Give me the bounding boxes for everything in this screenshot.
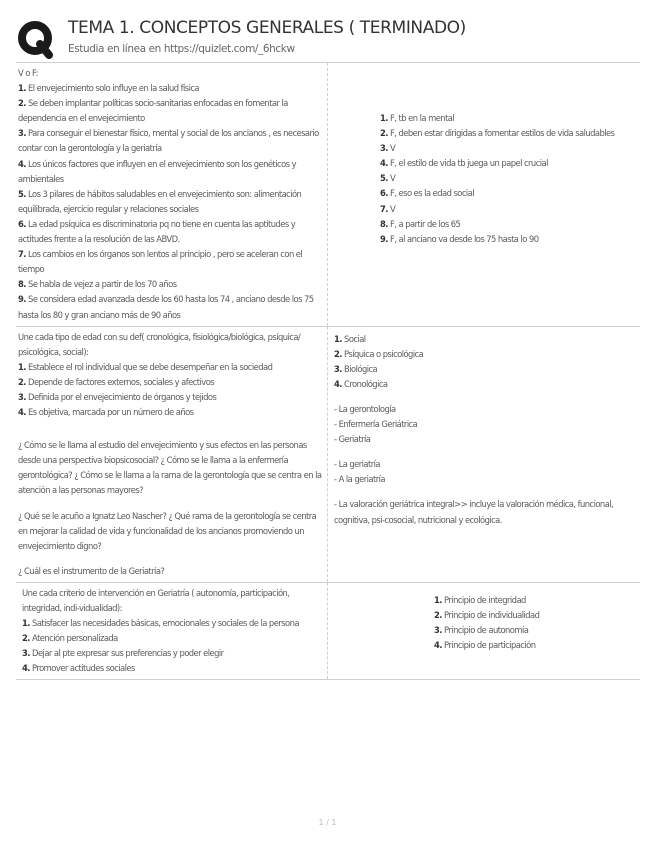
answer-text: - La geriatría [334, 459, 381, 470]
list-item: 1. Principio de integridad [434, 594, 526, 605]
answer-text: - Enfermería Geriátrica [334, 419, 418, 430]
list-item: 1. Social [334, 333, 366, 344]
answer-text: - La gerontología [334, 403, 396, 414]
list-item: 1. Satisfacer las necesidades básicas, emocionales y sociales de la persona [22, 618, 299, 629]
answer-text: - La valoración geriátrica integral>> incluye la valoración médica, funcional, cognitiva, psi-cosocial, nutricional y ecológica. [334, 499, 614, 525]
list-item: 2. F, deben estar dirigidas a fomentar estilos de vida saludables [380, 128, 615, 139]
question-text: ¿ Cuál es el instrumento de la Geriatría? [18, 565, 165, 576]
list-item: 3. V [380, 143, 396, 154]
list-item: 8. Se habla de vejez a partir de los 70 años [18, 279, 177, 290]
question-text: ¿ Cómo se le llama al estudio del envejecimiento y sus efectos en las personas desde una perspectiva biopsicosocial? ¿ Cómo se le llama a la enfermería gerontológica? ¿ Cómo se le llama a la rama de la gerontología que se centra en la atención a las personas mayores? [18, 440, 322, 496]
list-item: 7. V [380, 203, 396, 214]
list-item: 1. El envejecimiento solo influye en la salud física [18, 83, 200, 94]
table-row [16, 327, 640, 583]
definition-cell [328, 63, 640, 326]
list-item: 4. Es objetiva, marcada por un número de años [18, 407, 194, 418]
list-item: 2. Depende de factores externos, sociales y afectivos [18, 376, 215, 387]
list-item: 3. Principio de autonomía [434, 625, 529, 636]
table-row [16, 583, 640, 681]
list-item: 6. La edad psíquica es discriminatoria pq no tiene en cuenta las aptitudes y actitudes frente a la resolución de las ABVD. [18, 218, 296, 245]
list-item: 3. Definida por el envejecimiento de órganos y tejidos [18, 391, 217, 402]
term-cell [16, 327, 328, 582]
question-text: ¿ Qué se le acuño a Ignatz Leo Nascher? ¿ Qué rama de la gerontología se centra en mejorar la calidad de vida y funcionalidad de los ancianos promoviendo un envejecimiento digno? [18, 510, 317, 551]
list-item: 9. Se considera edad avanzada desde los 60 hasta los 74 , anciano desde los 75 hasta los 80 y gran anciano más de 90 años [18, 294, 314, 320]
question-heading: Une cada criterio de intervención en Geriatría ( autonomía, participación, integridad, indi-vidualidad): [22, 587, 290, 613]
document-title: TEMA 1. CONCEPTOS GENERALES ( TERMINADO) [68, 18, 466, 38]
flashcard-table [16, 62, 640, 680]
list-item: 2. Atención personalizada [22, 633, 118, 644]
list-item: 3. Para conseguir el bienestar físico, mental y social de los ancianos , es necesario contar con la gerontología y la geriatría [18, 128, 319, 154]
list-item: 2. Principio de individualidad [434, 610, 540, 620]
question-heading: Une cada tipo de edad con su def( cronológica, fisiológica/biológica, psíquica/ psicológica, social): [18, 331, 301, 357]
term-cell [16, 583, 328, 680]
list-item: 4. Principio de participación [434, 640, 536, 651]
list-item: 8. F, a partir de los 65 [380, 218, 461, 229]
list-item: 1. F, tb en la mental [380, 113, 455, 123]
list-item: 7. Los cambios en los órganos son lentos al principio , pero se aceleran con el tiempo [18, 249, 303, 275]
question-heading: V o F: [18, 68, 38, 78]
list-item: 1. Establece el rol individual que se debe desempeñar en la sociedad [18, 361, 273, 372]
list-item: 2. Psíquica o psicológica [334, 348, 424, 359]
list-item: 3. Biológica [334, 363, 378, 374]
list-item: 3. Dejar al pte expresar sus preferencias y poder elegir [22, 648, 224, 659]
list-item: 2. Se deben implantar políticas socio-sanitarias enfocadas en fomentar la dependencia en el envejecimiento [18, 98, 288, 124]
definition-cell [328, 583, 640, 680]
quizlet-logo-icon [16, 19, 56, 59]
term-cell [16, 63, 328, 326]
list-item: 5. V [380, 173, 396, 184]
document-header [16, 14, 640, 62]
table-row [16, 63, 640, 327]
answer-text: - Geriatría [334, 434, 371, 445]
list-item: 6. F, eso es la edad social [380, 188, 475, 199]
answer-text: - A la geriatría [334, 474, 385, 485]
list-item: 9. F, al anciano va desde los 75 hasta lo 90 [380, 233, 539, 244]
list-item: 4. Promover actitudes sociales [22, 663, 135, 674]
list-item: 4. Los únicos factores que influyen en el envejecimiento son los genéticos y ambientales [18, 158, 296, 184]
document-subtitle: Estudia en línea en https://quizlet.com/_6hckw [68, 43, 295, 55]
list-item: 4. Cronológica [334, 378, 388, 389]
list-item: 5. Los 3 pilares de hábitos saludables en el envejecimiento son: alimentación equilibrada, ejercicio regular y relaciones sociales [18, 188, 302, 214]
page-number: 1 / 1 [318, 818, 337, 827]
list-item: 4. F, el estilo de vida tb juega un papel crucial [380, 158, 548, 169]
definition-cell [328, 327, 640, 582]
